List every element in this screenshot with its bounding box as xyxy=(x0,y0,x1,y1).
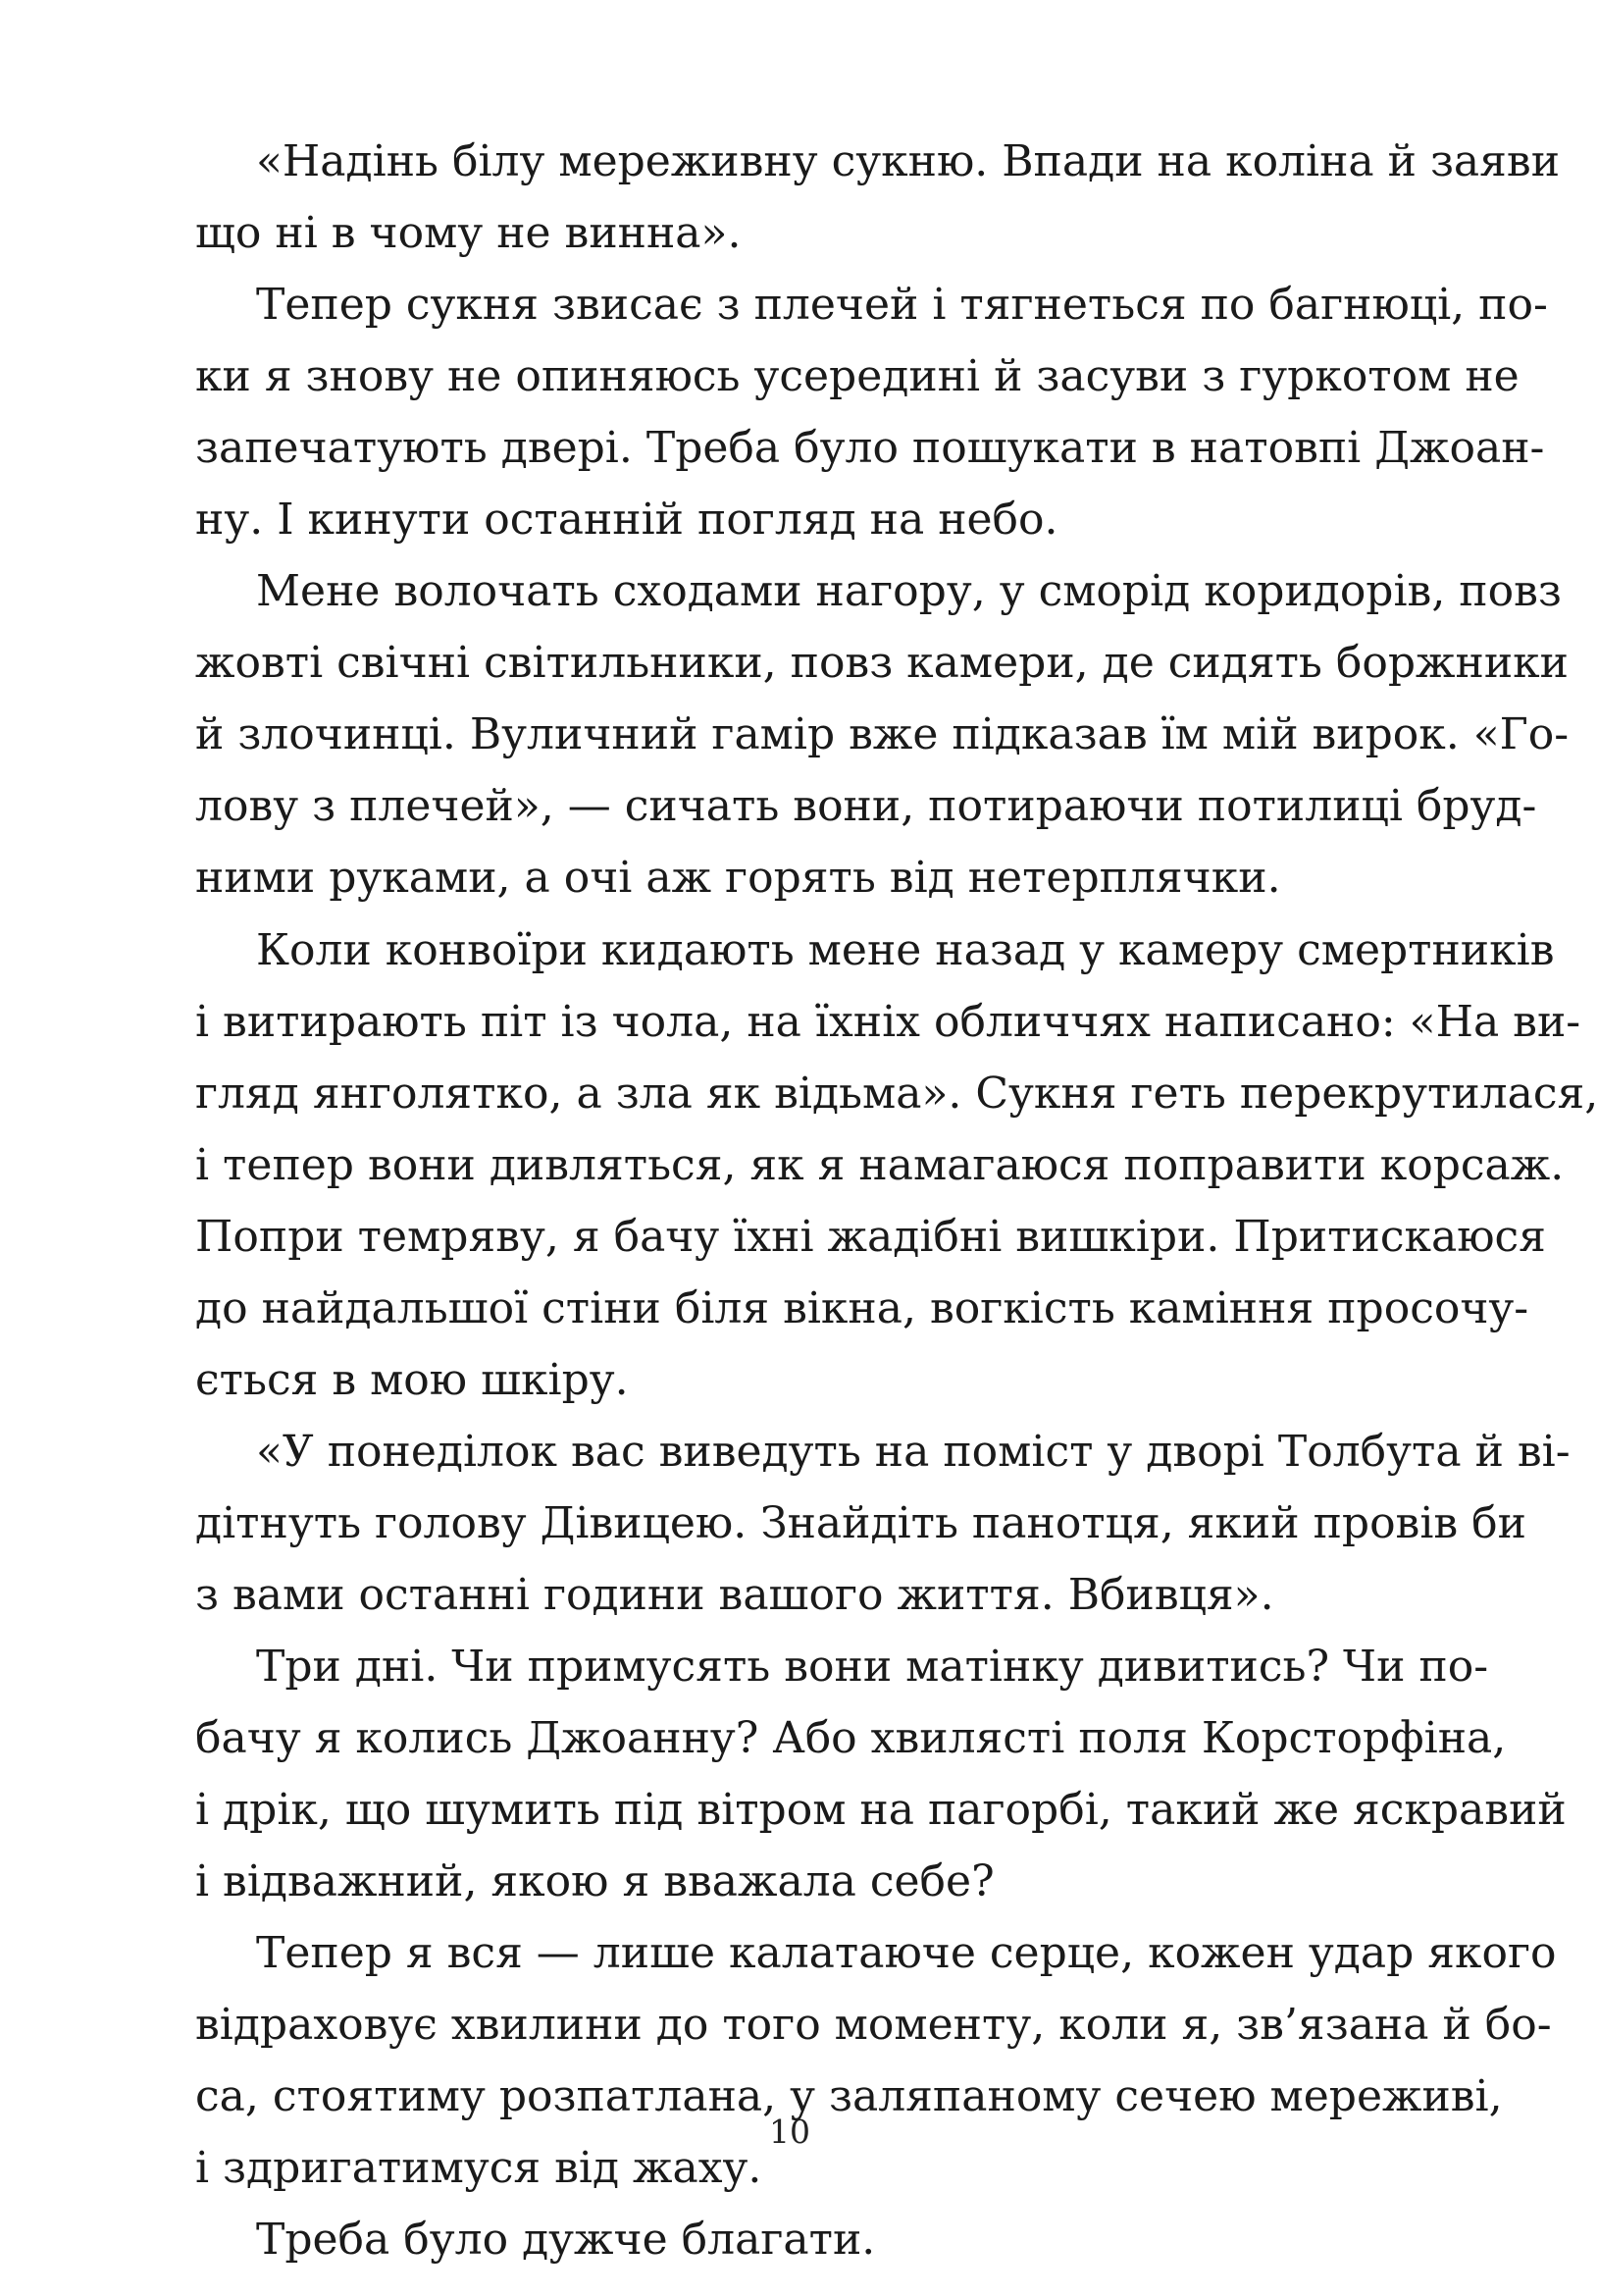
text-line: й злочинці. Вуличний гамір вже підказав їм мій вирок. «Го- xyxy=(195,709,1570,760)
text-line: Тепер сукня звисає з плечей і тягнеться по багнюці, по- xyxy=(256,280,1548,331)
text-line: що ні в чому не винна». xyxy=(195,208,742,259)
text-line: і відважний, якою я вважала себе? xyxy=(195,1856,995,1907)
paragraph xyxy=(195,1631,1567,1917)
text-line: запечатують двері. Треба було пошукати в натовпі Джоан- xyxy=(195,423,1545,474)
text-line: відраховує хвилини до того моменту, коли я, зв’язана й бо- xyxy=(195,2000,1552,2051)
text-line: ну. І кинути останній погляд на небо. xyxy=(195,495,1058,546)
text-line: і дрік, що шумить під вітром на пагорбі, такий же яскравий xyxy=(195,1785,1567,1836)
paragraph xyxy=(195,126,1561,269)
text-line: жовті свічні світильники, повз камери, де сидять боржники xyxy=(195,638,1569,689)
text-line: ється в мою шкіру. xyxy=(195,1354,629,1405)
text-line: гляд янголятко, а зла як відьма». Сукня геть перекрутилася, xyxy=(195,1068,1598,1119)
paragraph xyxy=(195,1416,1571,1631)
text-line: Треба було дужче благати. xyxy=(256,2215,876,2266)
paragraph xyxy=(195,1917,1557,2204)
text-line: і витирають піт із чола, на їхніх обличчях написано: «На ви- xyxy=(195,996,1581,1047)
text-line: Тепер я вся — лише калатаюче серце, кожен удар якого xyxy=(256,1928,1557,1979)
text-line: з вами останні години вашого життя. Вбивця». xyxy=(195,1569,1274,1620)
paragraph xyxy=(195,555,1570,913)
text-line: Коли конвоїри кидають мене назад у камеру смертників xyxy=(256,924,1555,975)
text-line: ки я знову не опиняюсь усередині й засуви з гуркотом не xyxy=(195,351,1520,402)
text-line: Три дні. Чи примусять вони матінку дивитись? Чи по- xyxy=(256,1641,1489,1692)
paragraph xyxy=(195,914,1598,1416)
text-line: бачу я колись Джоанну? Або хвилясті поля Корсторфіна, xyxy=(195,1713,1507,1764)
text-line: дітнуть голову Дівицею. Знайдіть панотця, який провів би xyxy=(195,1497,1526,1548)
paragraph xyxy=(195,269,1548,555)
text-line: Попри темряву, я бачу їхні жадібні вишкіри. Притискаюся xyxy=(195,1211,1546,1262)
text-line: лову з плечей», — сичать вони, потираючи потилиці бруд- xyxy=(195,781,1537,832)
page-number: 10 xyxy=(769,2113,810,2151)
text-line: «У понеділок вас виведуть на поміст у дворі Толбута й ві- xyxy=(256,1426,1571,1477)
text-line: «Надінь білу мереживну сукню. Впади на коліна й заяви xyxy=(256,136,1561,186)
text-line: Мене волочать сходами нагору, у сморід коридорів, повз xyxy=(256,566,1562,617)
text-line: до найдальшої стіни біля вікна, вогкість каміння просочу- xyxy=(195,1282,1529,1333)
text-line: і тепер вони дивляться, як я намагаюся поправити корсаж. xyxy=(195,1139,1565,1190)
body-text xyxy=(195,126,1598,2275)
text-line: ними руками, а очі аж горять від нетерплячки. xyxy=(195,853,1281,904)
text-line: са, стоятиму розпатлана, у заляпаному сечею мереживі, xyxy=(195,2071,1503,2122)
paragraph xyxy=(195,2204,1402,2275)
text-line: і здригатимуся від жаху. xyxy=(195,2143,762,2194)
